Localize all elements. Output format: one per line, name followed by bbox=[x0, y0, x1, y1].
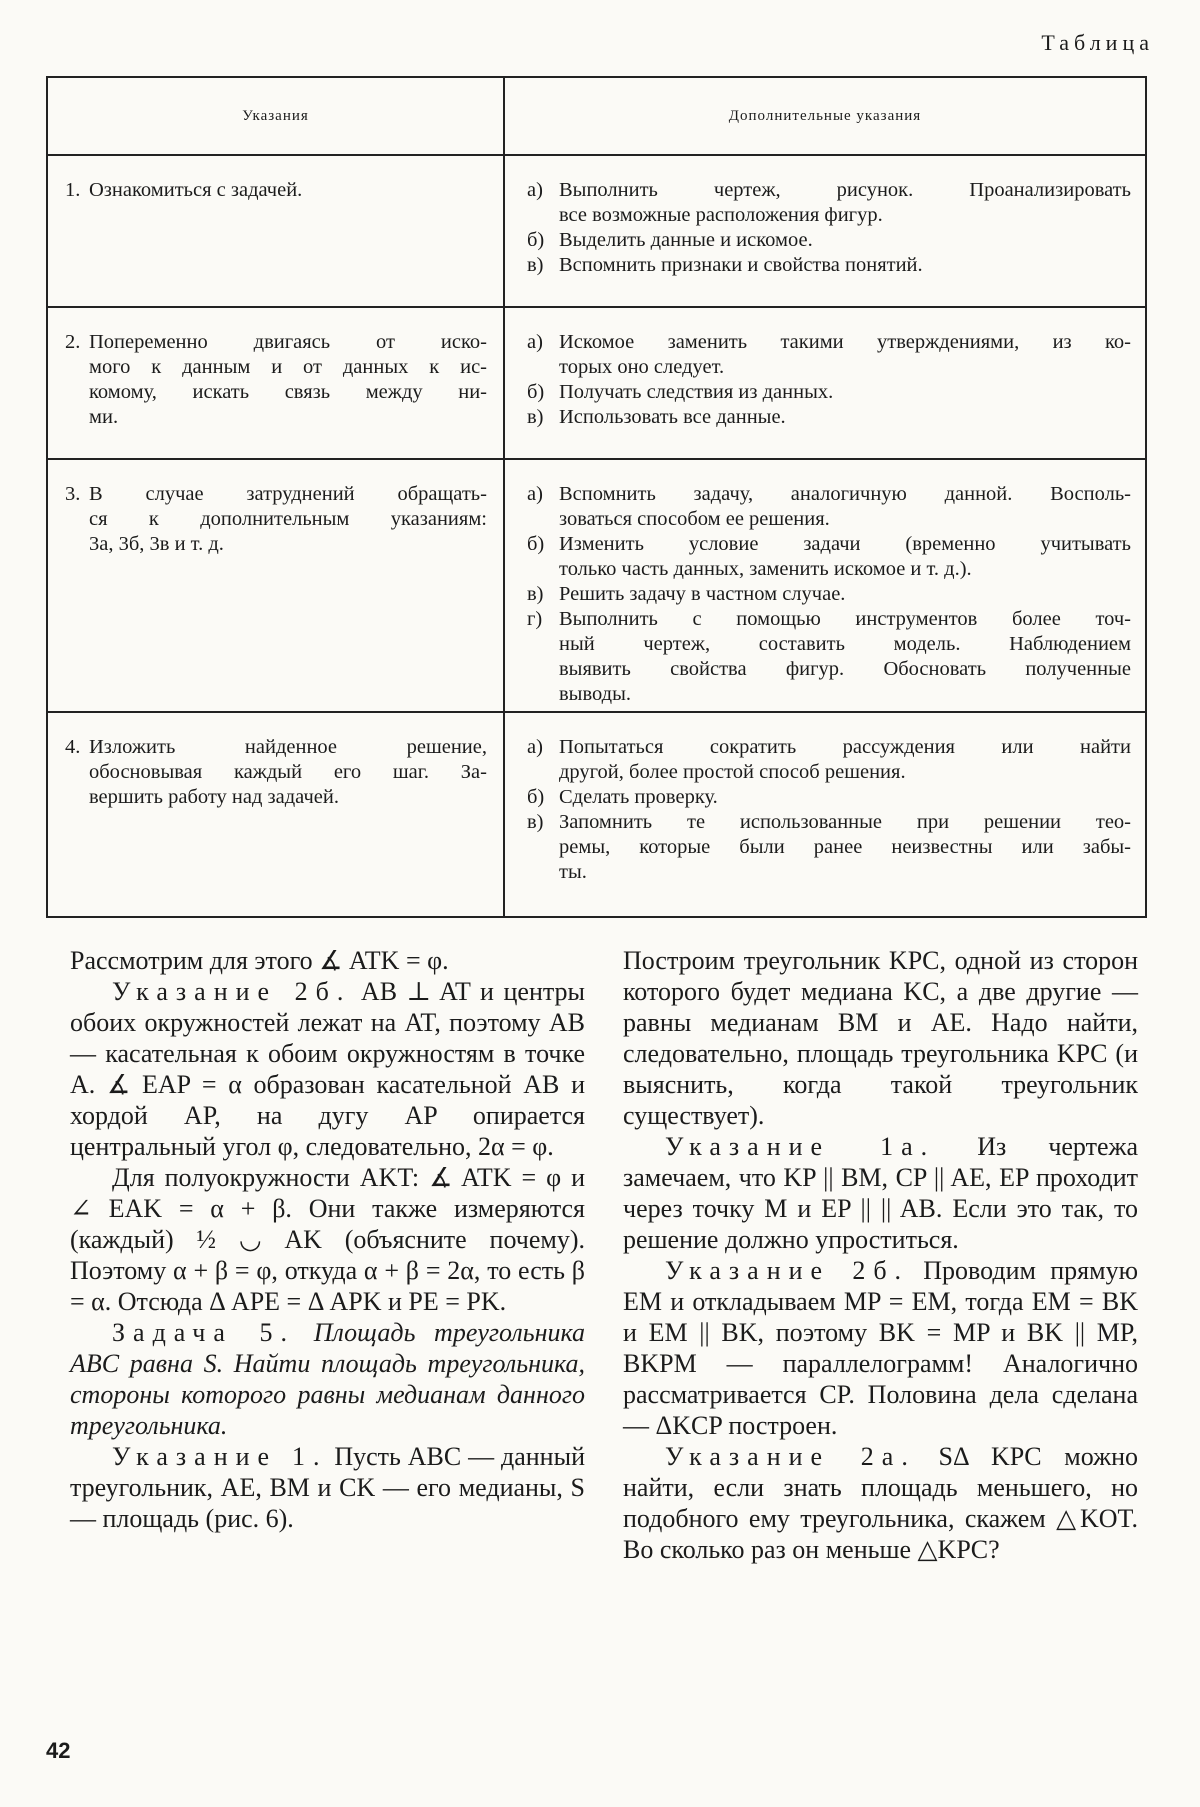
hint-text-line: все возможные расположения фигур. bbox=[559, 204, 883, 226]
hint-item bbox=[527, 785, 1131, 810]
step-cell bbox=[48, 713, 505, 916]
header-additional-instructions: Дополнительные указания bbox=[728, 107, 922, 124]
hint-item bbox=[527, 380, 1131, 405]
paragraph bbox=[70, 1317, 585, 1441]
step-cell bbox=[48, 156, 505, 306]
page-number: 42 bbox=[46, 1738, 71, 1763]
table-caption: Таблица bbox=[1041, 30, 1154, 55]
paragraph bbox=[623, 1441, 1138, 1565]
header-instructions: Указания bbox=[48, 78, 505, 154]
hint-letter: в) bbox=[527, 811, 544, 833]
hint-item bbox=[527, 330, 1131, 380]
hints-cell bbox=[505, 713, 1145, 916]
hint-text-line: выводы. bbox=[559, 683, 631, 705]
hint-text-line: ремы, которые были ранее неизвестны или забы- bbox=[559, 836, 1131, 858]
hint-text-line: торых оно следует. bbox=[559, 356, 725, 378]
hint-letter: б) bbox=[527, 533, 545, 555]
table-row bbox=[48, 308, 1145, 460]
problem-statement: Площадь треугольника ABC равна S. Найти площадь треугольника, стороны которого равны медианам данного треугольника. bbox=[70, 1318, 585, 1440]
paragraph-text: Из чертежа замечаем, что KP || BM, CP || AE, EP проходит через точку M и EP || || AB. Если это так, то решение должно упроститься. bbox=[623, 1132, 1138, 1254]
hint-item bbox=[527, 735, 1131, 785]
step-text-line: ми. bbox=[89, 406, 119, 428]
step-number: 2. bbox=[65, 331, 81, 353]
paragraph bbox=[623, 945, 1138, 1131]
hint-letter: в) bbox=[527, 254, 544, 276]
step-text-line: Попеременно двигаясь от иско- bbox=[89, 331, 487, 353]
hint-text-line: другой, более простой способ решения. bbox=[559, 761, 906, 783]
hint-letter: а) bbox=[527, 331, 543, 353]
step-cell bbox=[48, 460, 505, 711]
hint-text-line: Вспомнить признаки и свойства понятий. bbox=[559, 254, 923, 276]
instruction-heading: Указание 2б. bbox=[665, 1256, 910, 1285]
hint-text-line: Выполнить с помощью инструментов более точ- bbox=[559, 608, 1131, 630]
step-text-line: 3а, 3б, 3в и т. д. bbox=[89, 533, 224, 555]
hint-text-line: Запомнить те использованные при решении тео- bbox=[559, 811, 1131, 833]
instructions-table bbox=[46, 76, 1147, 918]
step-text-line: обосновывая каждый его шаг. За- bbox=[89, 761, 487, 783]
hint-text-line: только часть данных, заменить искомое и т. д.). bbox=[559, 558, 972, 580]
right-text-column bbox=[623, 945, 1138, 1565]
hint-letter: г) bbox=[527, 608, 543, 630]
hint-letter: б) bbox=[527, 229, 545, 251]
hints-cell bbox=[505, 156, 1145, 306]
hint-letter: а) bbox=[527, 736, 543, 758]
hint-item bbox=[527, 532, 1131, 582]
paragraph-text: Проводим прямую EM и откладываем MP = EM, тогда EM = BK и EM || BK, поэтому BK = MP и BK || MP, BKPM — параллелограмм! Аналогично рассматривается CP. Половина дела сделана — ΔKCP построен. bbox=[623, 1256, 1138, 1440]
hint-text-line: Выделить данные и искомое. bbox=[559, 229, 813, 251]
step-number: 1. bbox=[65, 179, 81, 201]
hint-item bbox=[527, 607, 1131, 707]
table-row bbox=[48, 156, 1145, 308]
step-text-line: В случае затруднений обращать- bbox=[89, 483, 487, 505]
step-number: 3. bbox=[65, 483, 81, 505]
hint-letter: в) bbox=[527, 406, 544, 428]
hint-item bbox=[527, 482, 1131, 532]
paragraph bbox=[70, 1441, 585, 1534]
step-text-line: Изложить найденное решение, bbox=[89, 736, 487, 758]
hints-cell bbox=[505, 308, 1145, 458]
table-header bbox=[48, 78, 1145, 156]
left-text-column bbox=[70, 945, 585, 1534]
hint-text-line: ты. bbox=[559, 861, 587, 883]
hint-item bbox=[527, 178, 1131, 228]
paragraph-text: AB ⊥ AT и центры обоих окружностей лежат на AT, поэтому AB — касательная к обоим окружностям в точке A. ∡ EAP = α образован касательной AB и хордой AP, на дугу AP опирается центральный угол φ, следовательно, 2α = φ. bbox=[70, 977, 586, 1161]
paragraph bbox=[623, 1255, 1138, 1441]
hint-text-line: зоваться способом ее решения. bbox=[559, 508, 830, 530]
paragraph-text: Рассмотрим для этого ∡ ATK = φ. bbox=[70, 946, 449, 975]
step-number: 4. bbox=[65, 736, 81, 758]
paragraph bbox=[70, 976, 585, 1162]
hint-text-line: Изменить условие задачи (временно учитывать bbox=[559, 533, 1131, 555]
table-row bbox=[48, 460, 1145, 713]
hint-letter: а) bbox=[527, 483, 543, 505]
hint-item bbox=[527, 810, 1131, 885]
paragraph bbox=[70, 1162, 585, 1317]
hint-text-line: Искомое заменить такими утверждениями, из ко- bbox=[559, 331, 1131, 353]
hint-text-line: Вспомнить задачу, аналогичную данной. Восполь- bbox=[559, 483, 1131, 505]
hint-text-line: Использовать все данные. bbox=[559, 406, 786, 428]
hint-text-line: Сделать проверку. bbox=[559, 786, 718, 808]
instruction-heading: Указание 1. bbox=[112, 1442, 328, 1471]
paragraph bbox=[623, 1131, 1138, 1255]
hint-text-line: Выполнить чертеж, рисунок. Проанализировать bbox=[559, 179, 1131, 201]
hint-text-line: Попытаться сократить рассуждения или найти bbox=[559, 736, 1131, 758]
step-text-line: Ознакомиться с задачей. bbox=[89, 179, 303, 201]
hint-text-line: Получать следствия из данных. bbox=[559, 381, 834, 403]
step-text-line: мого к данным и от данных к ис- bbox=[89, 356, 487, 378]
step-text-line: комому, искать связь между ни- bbox=[89, 381, 487, 403]
hint-item bbox=[527, 253, 1131, 278]
hint-text-line: ный чертеж, составить модель. Наблюдением bbox=[559, 633, 1131, 655]
hint-item bbox=[527, 405, 1131, 430]
paragraph-text: Пусть ABC — данный треугольник, AE, BM и CK — его медианы, S — площадь (рис. 6). bbox=[70, 1442, 585, 1533]
hint-letter: б) bbox=[527, 381, 545, 403]
step-text-line: вершить работу над задачей. bbox=[89, 786, 339, 808]
instruction-heading: Указание 2б. bbox=[112, 977, 352, 1006]
instruction-heading: Указание 1а. bbox=[665, 1132, 936, 1161]
hint-letter: а) bbox=[527, 179, 543, 201]
hint-text-line: Решить задачу в частном случае. bbox=[559, 583, 846, 605]
paragraph bbox=[70, 945, 585, 976]
hint-item bbox=[527, 582, 1131, 607]
hint-text-line: выявить свойства фигур. Обосновать полученные bbox=[559, 658, 1131, 680]
hint-item bbox=[527, 228, 1131, 253]
step-cell bbox=[48, 308, 505, 458]
hint-letter: в) bbox=[527, 583, 544, 605]
instruction-heading: Указание 2а. bbox=[665, 1442, 916, 1471]
paragraph-text: Для полуокружности AKT: ∡ ATK = φ и ∠ EAK = α + β. Они также измеряются (каждый) ½ ◡ AK (объясните почему). Поэтому α + β = φ, откуда α + β = 2α, то есть β = α. Отсюда Δ APE = Δ APK и PE = PK. bbox=[70, 1163, 585, 1316]
hint-letter: б) bbox=[527, 786, 545, 808]
table-row bbox=[48, 713, 1145, 916]
problem-heading: Задача 5. bbox=[112, 1318, 296, 1347]
paragraph-text: SΔ KPC можно найти, если знать площадь меньшего, но подобного ему треугольника, скажем △KOT. Во сколько раз он меньше △KPC? bbox=[623, 1442, 1138, 1564]
step-text-line: ся к дополнительным указаниям: bbox=[89, 508, 487, 530]
paragraph-text: Построим треугольник KPC, одной из сторон которого будет медиана KC, а две другие — равны медианам BM и AE. Надо найти, следовательно, площадь треугольника KPC (и выяснить, когда такой треугольник существует). bbox=[623, 946, 1138, 1130]
hints-cell bbox=[505, 460, 1145, 711]
